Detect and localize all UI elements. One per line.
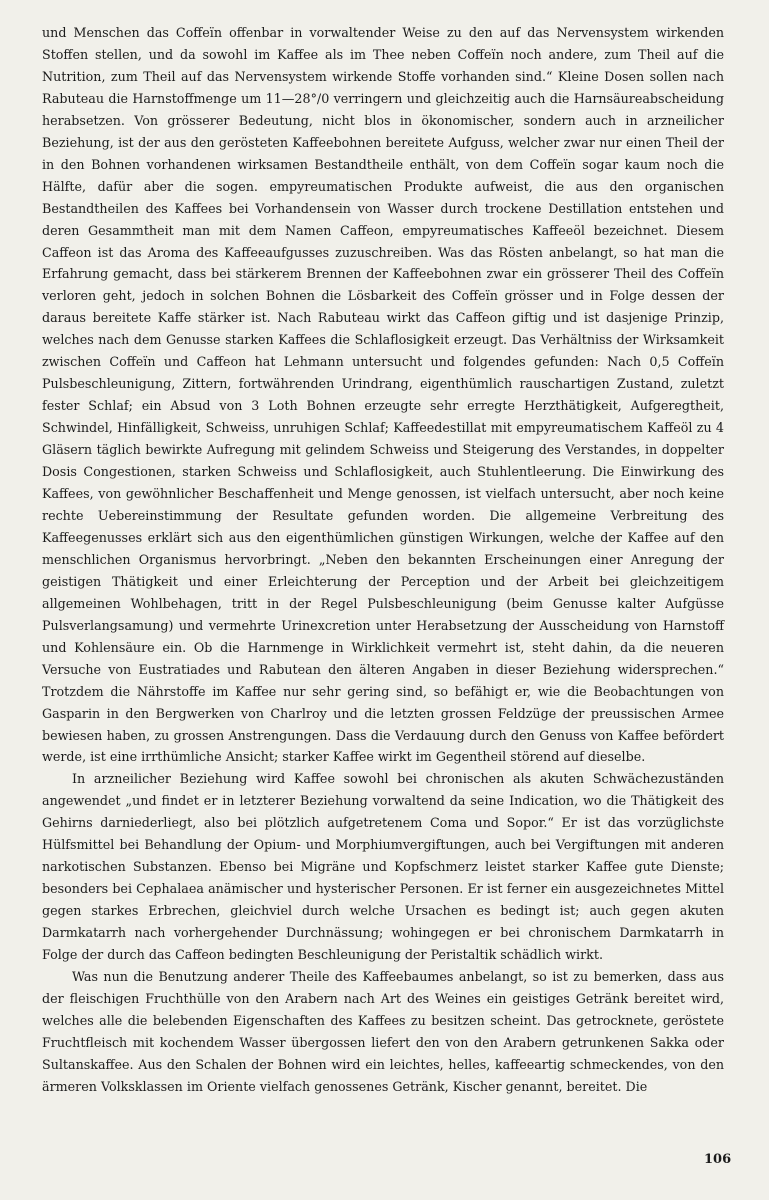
paragraph-2: In arzneilicher Beziehung wird Kaffee sowohl bei chronischen als akuten Schwächezuständen angewendet „und findet er in letzterer Beziehung vorwaltend da seine Indication, wo die Thätigkeit des Gehirns darniederliegt, also bei plötzlich aufgetretenem Coma und Sopor.“ Er ist das vorzüglichste Hülfsmittel bei Behandlung der Opium- und Morphiumvergiftungen, auch bei Vergiftungen mit anderen narkotischen Substanzen. Ebenso bei Migräne und Kopfschmerz leistet starker Kaffee gute Dienste; besonders bei Cephalaea anämischer und hysterischer Personen. Er ist ferner ein ausgezeichnetes Mittel gegen starkes Erbrechen, gleichviel durch welche Ursachen es bedingt ist; auch gegen akuten Darmkatarrh nach vorhergehender Durchnässung; wohingegen er bei chronischem Darmkatarrh in Folge der durch das Caffeon bedingten Beschleunigung der Peristaltik schädlich wirkt. — [42, 771, 724, 963]
body-text — [42, 22, 724, 1098]
paragraph-1: und Menschen das Coffeïn offenbar in vorwaltender Weise zu den auf das Nervensystem wirkenden Stoffen stellen, und da sowohl im Kaffee als im Thee neben Coffeïn noch andere, zum Theil auf die Nutrition, zum Theil auf das Nervensystem wirkende Stoffe vorhanden sind.“ Kleine Dosen sollen nach Rabuteau die Harnstoffmenge um 11—28°/0 verringern und gleichzeitig auch die Harnsäureabscheidung herabsetzen. Von grösserer Bedeutung, nicht blos in ökonomischer, sondern auch in arzneilicher Beziehung, ist der aus den gerösteten Kaffeebohnen bereitete Aufguss, welcher zwar nur einen Theil der in den Bohnen vorhandenen wirksamen Bestandtheile enthält, von dem Coffeïn sogar kaum noch die Hälfte, dafür aber die sogen. empyreumatischen Produkte aufweist, die aus den organischen Bestandtheilen des Kaffees bei Vorhandensein von Wasser durch trockene Destillation entstehen und deren Gesammtheit man mit dem Namen Caffeon, empyreumatisches Kaffeeöl bezeichnet. Diesem Caffeon ist das Aroma des Kaffeeaufgusses zuzuschreiben. Was das Rösten anbelangt, so hat man die Erfahrung gemacht, dass bei stärkerem Brennen der Kaffeebohnen zwar ein grösserer Theil des Coffeïn verloren geht, jedoch in solchen Bohnen die Lösbarkeit des Coffeïn grösser und in Folge dessen der daraus bereitete Kaffe stärker ist. Nach Rabuteau wirkt das Caffeon giftig und ist dasjenige Prinzip, welches nach dem Genusse starken Kaffees die Schlaflosigkeit erzeugt. Das Verhältniss der Wirksamkeit zwischen Coffeïn und Caffeon hat Lehmann untersucht und folgendes gefunden: Nach 0,5 Coffeïn Pulsbeschleunigung, Zittern, fortwährenden Urindrang, eigenthümlich rauschartigen Zustand, zuletzt fester Schlaf; ein Absud von 3 Loth Bohnen erzeugte sehr erregte Herzthätigkeit, Aufgeregtheit, Schwindel, Hinfälligkeit, Schweiss, unruhigen Schlaf; Kaffeedestillat mit empyreumatischem Kaffeöl zu 4 Gläsern täglich bewirkte Aufregung mit gelindem Schweiss und Steigerung des Verstandes, in doppelter Dosis Congestionen, starken Schweiss und Schlaflosigkeit, auch Stuhlentleerung. Die Einwirkung des Kaffees, von gewöhnlicher Beschaffenheit und Menge genossen, ist vielfach untersucht, aber noch keine rechte Uebereinstimmung der Resultate gefunden worden. Die allgemeine Verbreitung des Kaffeegenusses erklärt sich aus den eigenthümlichen günstigen Wirkungen, welche der Kaffee auf den menschlichen Organismus hervorbringt. „Neben den bekannten Erscheinungen einer Anregung der geistigen Thätigkeit und einer Erleichterung der Perception und der Arbeit bei gleichzeitigem allgemeinen Wohlbehagen, tritt in der Regel Pulsbeschleunigung (beim Genusse kalter Aufgüsse Pulsverlangsamung) und vermehrte Urinexcretion unter Herabsetzung der Ausscheidung von Harnstoff und Kohlensäure ein. Ob die Harnmenge in Wirklichkeit vermehrt ist, steht dahin, da die neueren Versuche von Eustratiades und Rabutean den älteren Angaben in dieser Beziehung widersprechen.“ Trotzdem die Nährstoffe im Kaffee nur sehr gering sind, so befähigt er, wie die Beobachtungen von Gasparin in den Bergwerken von Charlroy und die letzten grossen Feldzüge der preussischen Armee bewiesen haben, zu grossen Anstrengungen. Dass die Verdauung durch den Genuss von Kaffee befördert werde, ist eine irrthümliche Ansicht; starker Kaffee wirkt im Gegentheil störend auf dieselbe. — [42, 25, 724, 765]
page-number: 106 — [704, 1152, 732, 1167]
paragraph-3: Was nun die Benutzung anderer Theile des Kaffeebaumes anbelangt, so ist zu bemerken, dass aus der fleischigen Fruchthülle von den Arabern nach Art des Weines ein geistiges Getränk bereitet wird, welches alle die belebenden Eigenschaften des Kaffees zu besitzen scheint. Das getrocknete, geröstete Fruchtfleisch mit kochendem Wasser übergossen liefert den von den Arabern getrunkenen Sakka oder Sultanskaffee. Aus den Schalen der Bohnen wird ein leichtes, helles, kaffeeartig schmeckendes, von den ärmeren Volksklassen im Oriente vielfach genossenes Getränk, Kischer genannt, bereitet. Die — [42, 968, 724, 1094]
